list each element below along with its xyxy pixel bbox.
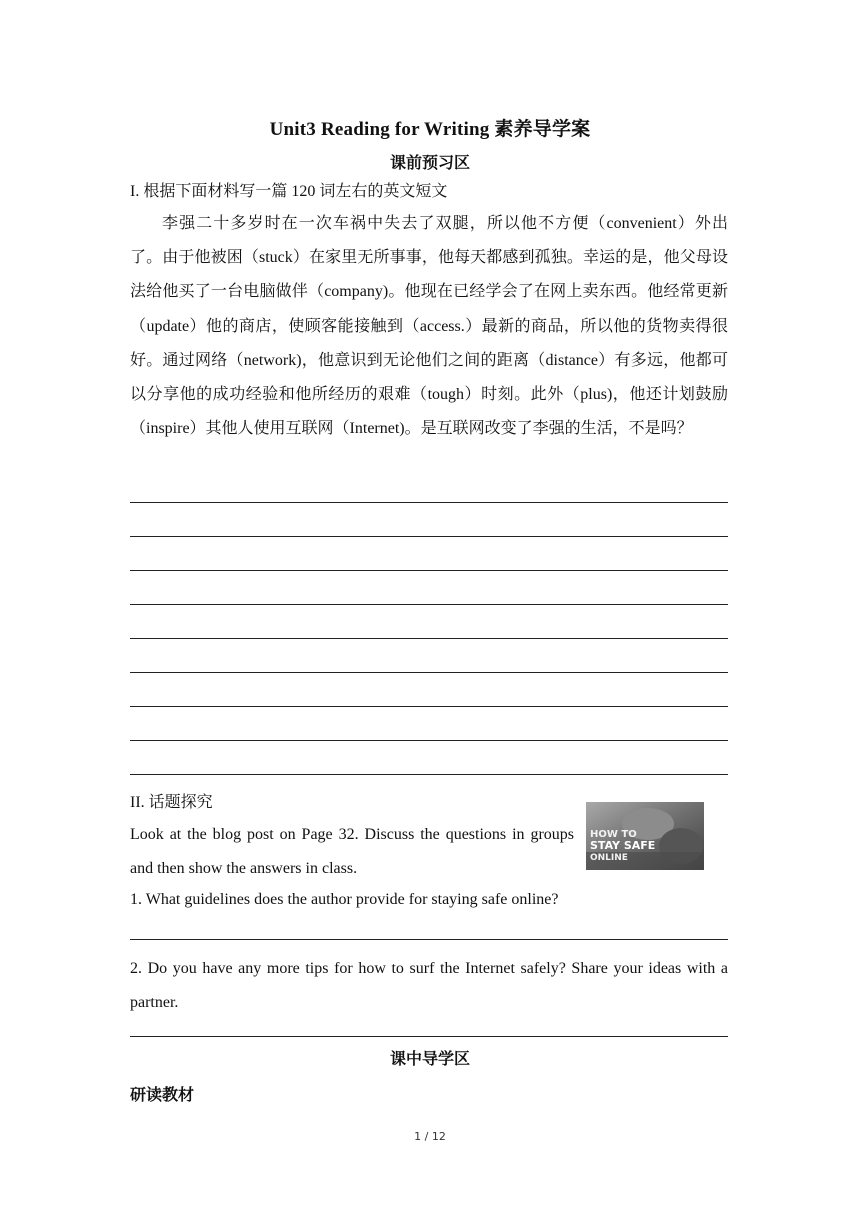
answer-line[interactable] (130, 570, 728, 571)
part1-heading: I. 根据下面材料写一篇 120 词左右的英文短文 (130, 183, 448, 200)
part2-heading: II. 话题探究 (130, 794, 213, 811)
question-2: 2. Do you have any more tips for how to surf the Internet safely? Share your ideas with a partner. (130, 960, 728, 1011)
answer-line[interactable] (130, 740, 728, 741)
question-1: 1. What guidelines does the author provide for staying safe online? (130, 891, 559, 908)
answer-line[interactable] (130, 502, 728, 503)
answer-line-q2[interactable] (130, 1036, 728, 1037)
photo-illustration (586, 802, 704, 870)
page-title: Unit3 Reading for Writing 素养导学案 (269, 119, 591, 140)
answer-line-q1[interactable] (130, 939, 728, 940)
section-heading-preview: 课前预习区 (389, 155, 470, 172)
svg-text:STAY SAFE: STAY SAFE (590, 839, 656, 852)
answer-line[interactable] (130, 672, 728, 673)
blog-instructions: Look at the blog post on Page 32. Discuss the questions in groups and then show the answers in class. (130, 826, 574, 877)
how-to-stay-safe-online-image (586, 802, 704, 870)
subheading-study-textbook: 研读教材 (130, 1087, 195, 1104)
svg-text:HOW TO: HOW TO (590, 829, 637, 840)
page-number: 1 / 12 (414, 1130, 446, 1143)
svg-text:ONLINE: ONLINE (590, 853, 628, 863)
answer-line[interactable] (130, 706, 728, 707)
answer-line[interactable] (130, 536, 728, 537)
section-heading-in-class: 课中导学区 (389, 1051, 470, 1068)
answer-line[interactable] (130, 604, 728, 605)
answer-line[interactable] (130, 638, 728, 639)
answer-line[interactable] (130, 774, 728, 775)
chinese-material-paragraph: 李强二十多岁时在一次车祸中失去了双腿，所以他不方便（convenient）外出了。由于他被困（stuck）在家里无所事事，他每天都感到孤独。幸运的是，他父母设法给他买了一台电脑做伴（company)。他现在已经学会了在网上卖东西。他经常更新（update）他的商店，使顾客能接触到（access.）最新的商品，所以他的货物卖得很好。通过网络（network)，他意识到无论他们之间的距离（distance）有多远，他都可以分享他的成功经验和他所经历的艰难（tough）时刻。此外（plus)，他还计划鼓励（inspire）其他人使用互联网（Internet)。是互联网改变了李强的生活，不是吗？ (130, 215, 728, 438)
